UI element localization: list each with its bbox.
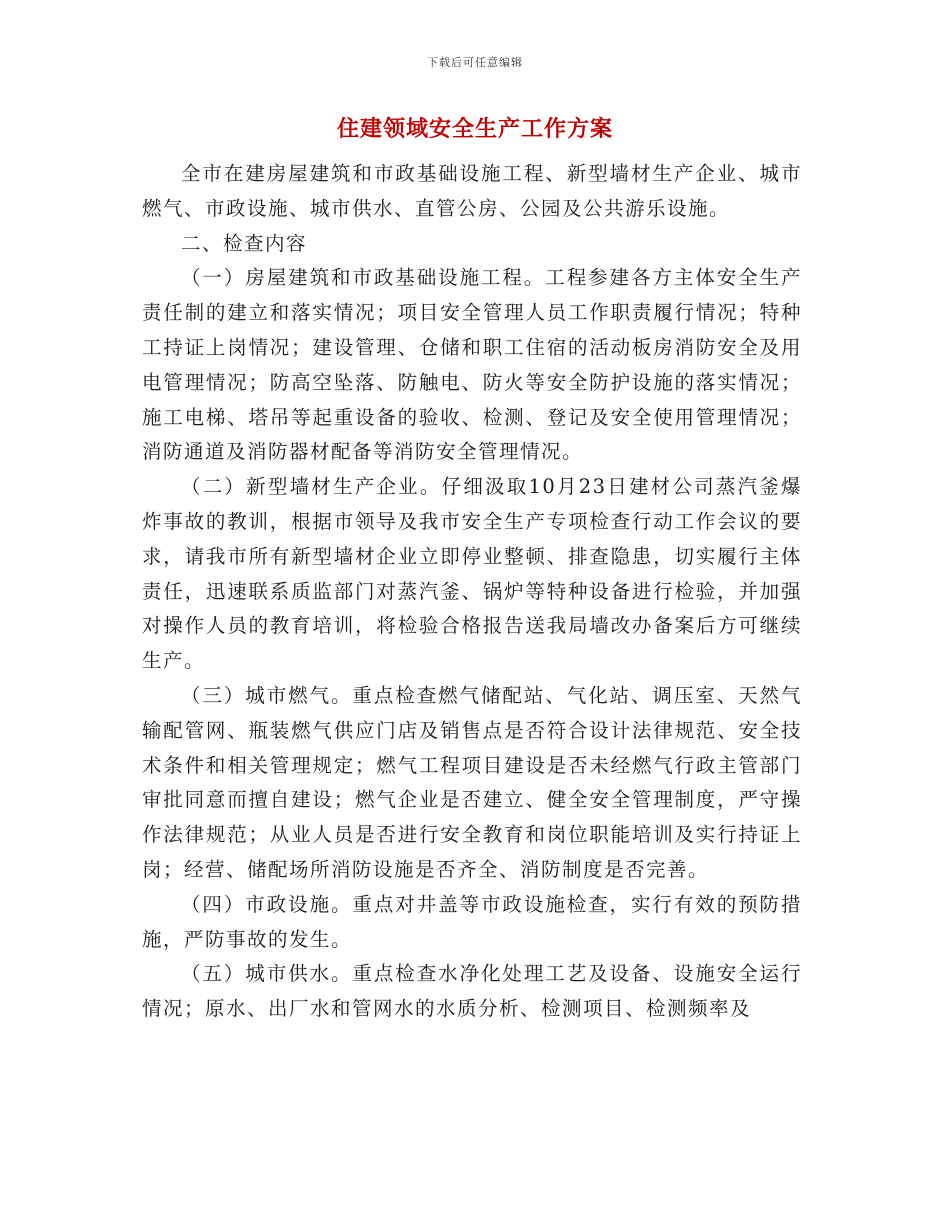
paragraph-water-supply: （五）城市供水。重点检查水净化处理工艺及设备、设施安全运行情况；原水、出厂水和管网水的水质分析、检测项目、检测频率及 xyxy=(142,962,802,1021)
document-title: 住建领域安全生产工作方案 xyxy=(336,116,613,142)
paragraph-municipal-facilities: （四）市政设施。重点对井盖等市政设施检查，实行有效的预防措施，严防事故的发生。 xyxy=(142,892,802,951)
paragraph-scope: 全市在建房屋建筑和市政基础设施工程、新型墙材生产企业、城市燃气、市政设施、城市供水、直管公房、公园及公共游乐设施。 xyxy=(142,162,802,220)
paragraph-city-gas: （三）城市燃气。重点检查燃气储配站、气化站、调压室、天然气输配管网、瓶装燃气供应门店及销售点是否符合设计法律规范、安全技术条件和相关管理规定；燃气工程项目建设是否未经燃气行政主管部门审批同意而擅自建设；燃气企业是否建立、健全安全管理制度，严守操作法律规范；从业人员是否进行安全教育和岗位职能培训及实行持证上岗；经营、储配场所消防设施是否齐全、消防制度是否完善。 xyxy=(142,683,802,881)
section-heading-inspection-content: 二、检查内容 xyxy=(181,231,308,255)
paragraph-wall-materials: （二）新型墙材生产企业。仔细汲取10月23日建材公司蒸汽釜爆炸事故的教训，根据市领导及我市安全生产专项检查行动工作会议的要求，请我市所有新型墙材企业立即停业整顿、排查隐患，切实履行主体责任，迅速联系质监部门对蒸汽釜、锅炉等特种设备进行检验，并加强对操作人员的教育培训，将检验合格报告送我局墙改办备案后方可继续生产。 xyxy=(142,475,802,673)
header-note: 下载后可任意编辑 xyxy=(427,56,523,69)
paragraph-construction-projects: （一）房屋建筑和市政基础设施工程。工程参建各方主体安全生产责任制的建立和落实情况；项目安全管理人员工作职责履行情况；特种工持证上岗情况；建设管理、仓储和职工住宿的活动板房消防安全及用电管理情况；防高空坠落、防触电、防火等安全防护设施的落实情况；施工电梯、塔吊等起重设备的验收、检测、登记及安全使用管理情况；消防通道及消防器材配备等消防安全管理情况。 xyxy=(142,266,802,464)
document-body xyxy=(142,157,802,1027)
